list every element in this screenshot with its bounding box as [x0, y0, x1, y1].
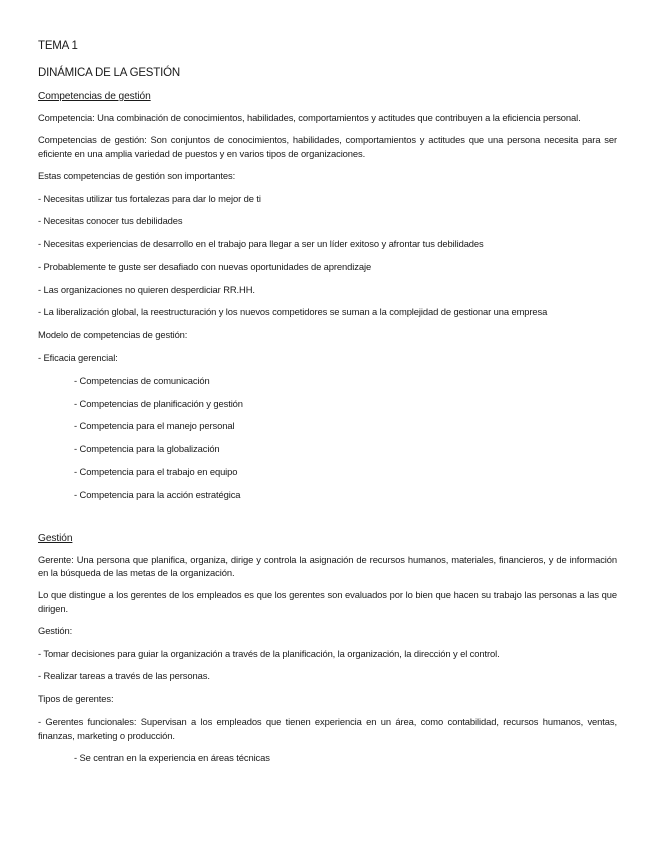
paragraph-competencia-definition: Competencia: Una combinación de conocimientos, habilidades, comportamientos y actitudes que contribuyen a la eficiencia personal. [38, 112, 581, 123]
paragraph-competencias-gestion-definition: Competencias de gestión: Son conjuntos de conocimientos, habilidades, comportamientos y actitudes que una persona necesita para ser eficiente en una amplia variedad de puestos y en varios tipos de organizaciones. [38, 134, 617, 159]
section-heading-gestion: Gestión [38, 532, 73, 544]
list-item: - Probablemente te guste ser desafiado con nuevas oportunidades de aprendizaje [38, 260, 372, 272]
list-item: - Tomar decisiones para guiar la organización a través de la planificación, la organización, la dirección y el control. [38, 647, 500, 659]
paragraph-types-intro: Tipos de gerentes: [38, 693, 114, 705]
sub-list-item: - Competencia para el manejo personal [74, 420, 235, 432]
list-item: - Gerentes funcionales: Supervisan a los empleados que tienen experiencia en un área, como contabilidad, recursos humanos, ventas, finanzas, marketing o producción. [38, 716, 617, 741]
sub-list-item: - Competencia para el trabajo en equipo [74, 465, 238, 477]
paragraph-gerentes-distinction: Lo que distingue a los gerentes de los empleados es que los gerentes son evaluados por lo bien que hacen su trabajo las personas a las que dirigen. [38, 589, 617, 614]
paragraph-gestion-intro: Gestión: [38, 624, 73, 636]
list-item: - Necesitas experiencias de desarrollo en el trabajo para llegar a ser un líder exitoso y afrontar tus debilidades [38, 238, 484, 250]
sub-list-item: - Competencia para la acción estratégica [74, 488, 241, 500]
list-item: - Eficacia gerencial: [38, 352, 118, 364]
document-subtitle: DINÁMICA DE LA GESTIÓN [38, 67, 180, 79]
sub-list-item: - Se centran en la experiencia en áreas técnicas [74, 751, 270, 763]
paragraph-gerente-definition: Gerente: Una persona que planifica, organiza, dirige y controla la asignación de recursos humanos, materiales, financieros, y de información en la búsqueda de las metas de la organización. [38, 553, 617, 579]
paragraph-model-intro: Modelo de competencias de gestión: [38, 329, 188, 341]
section-heading-competencias: Competencias de gestión [38, 91, 151, 102]
paragraph-importance-intro: Estas competencias de gestión son importantes: [38, 169, 236, 181]
list-item: - Las organizaciones no quieren desperdiciar RR.HH. [38, 283, 255, 295]
section-spacer [38, 511, 617, 533]
list-item: - Necesitas utilizar tus fortalezas para dar lo mejor de ti [38, 192, 261, 204]
sub-list-item: - Competencias de planificación y gestión [74, 397, 243, 409]
document-title: TEMA 1 [38, 40, 78, 52]
list-item: - Realizar tareas a través de las personas. [38, 670, 210, 682]
sub-list-item: - Competencia para la globalización [74, 443, 220, 455]
list-item: - Necesitas conocer tus debilidades [38, 215, 183, 227]
sub-list-item: - Competencias de comunicación [74, 374, 210, 386]
list-item: - La liberalización global, la reestructuración y los nuevos competidores se suman a la complejidad de gestionar una empresa [38, 306, 548, 318]
